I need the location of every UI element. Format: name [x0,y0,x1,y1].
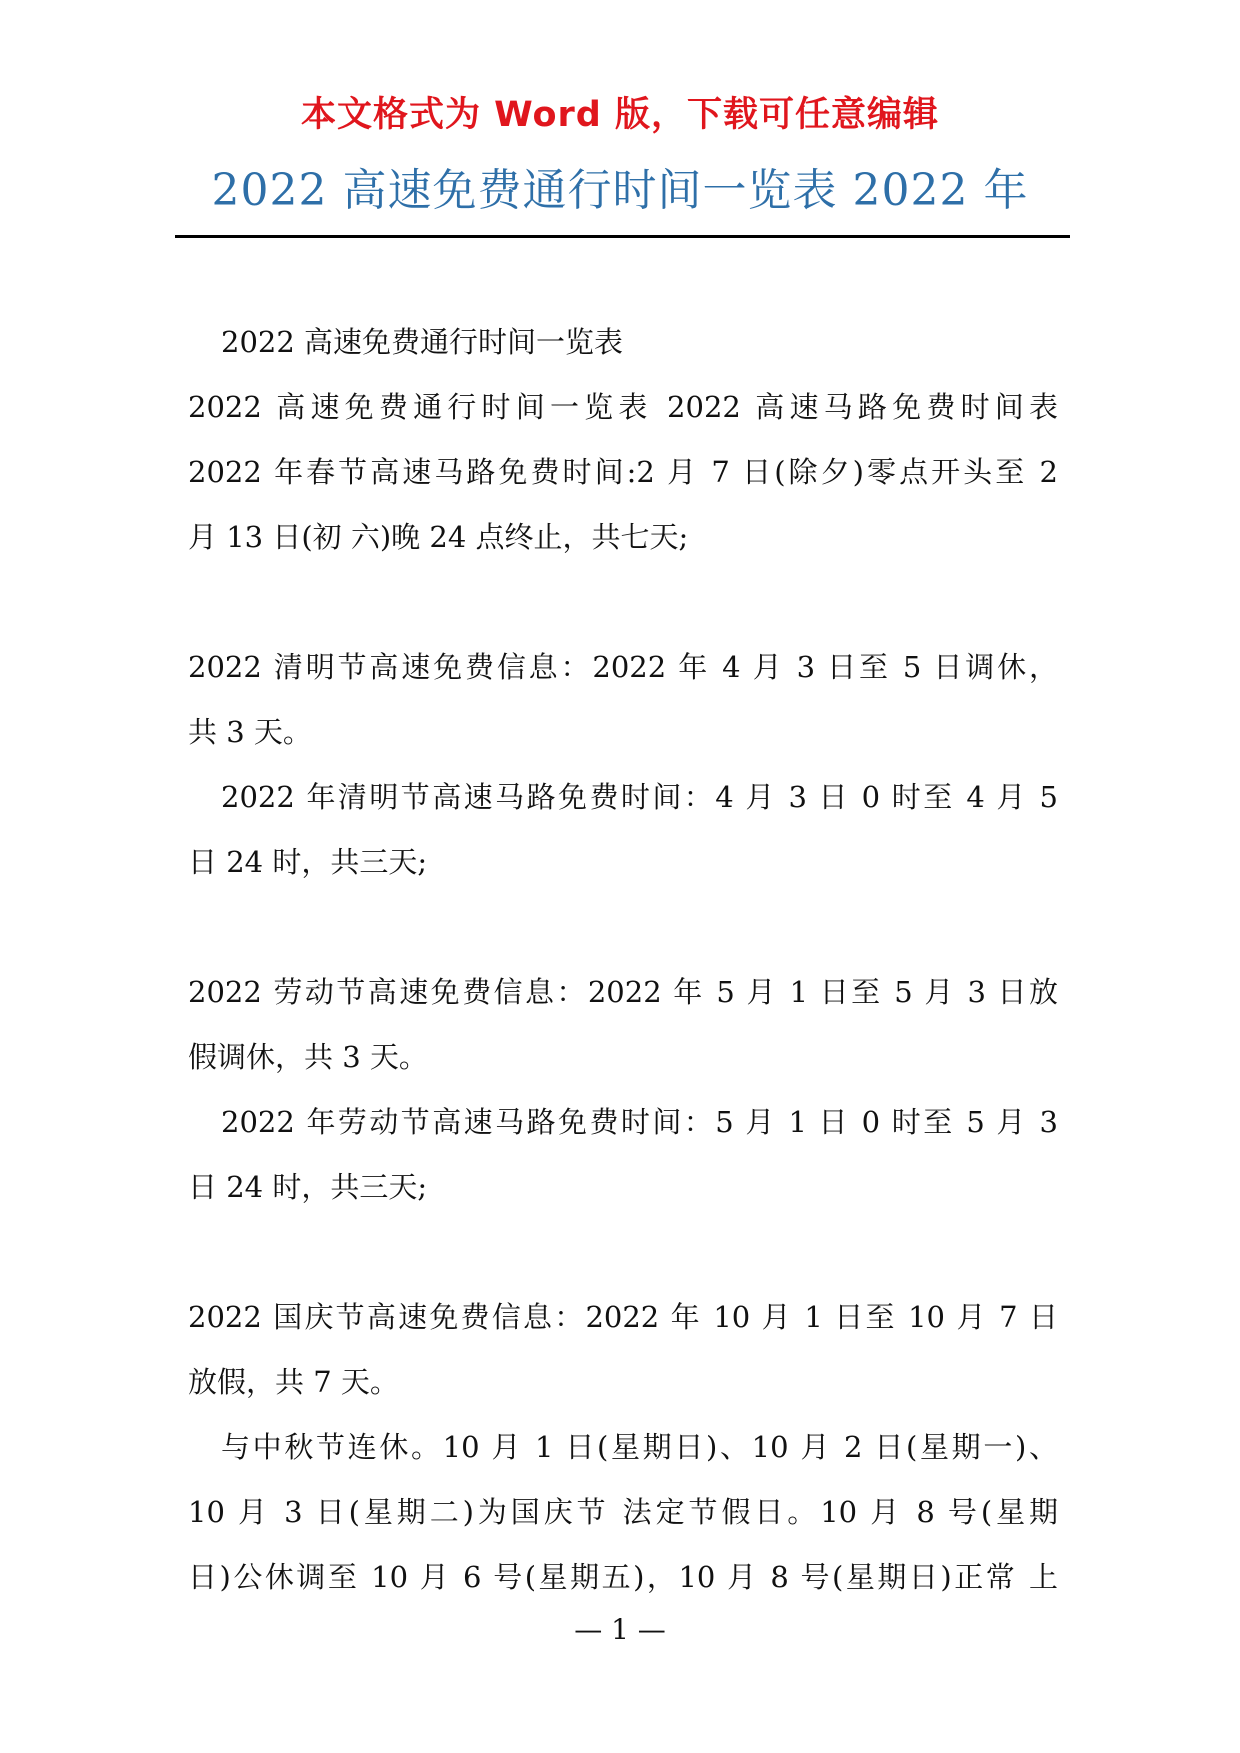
paragraph-gap [188,895,1058,960]
paragraph-line: 2022 高速免费通行时间一览表 [221,325,624,359]
paragraph-gap [188,1220,1058,1285]
format-notice: 本文格式为 Word 版，下载可任意编辑 [300,95,940,135]
paragraph-line: 2022 高速免费通行时间一览表 2022 高速马路免费时间表 [188,390,1058,424]
paragraph-line: 2022 年春节高速马路免费时间:2 月 7 日(除夕)零点开头至 2 [188,455,1058,489]
paragraph-gap [188,570,1058,635]
paragraph-line: 2022 年劳动节高速马路免费时间：5 月 1 日 0 时至 5 月 3 [221,1105,1058,1139]
paragraph-line: 放假，共 7 天。 [188,1365,399,1399]
paragraph-line: 假调休，共 3 天。 [188,1040,428,1074]
paragraph-line: 日 24 时，共三天; [188,845,428,879]
page-number: — 1 — [574,1613,666,1646]
paragraph-line: 日 24 时，共三天; [188,1170,428,1204]
paragraph-line: 日)公休调至 10 月 6 号(星期五)，10 月 8 号(星期日)正常 上 [188,1560,1058,1594]
paragraph-line: 2022 劳动节高速免费信息：2022 年 5 月 1 日至 5 月 3 日放 [188,975,1058,1009]
paragraph-line: 10 月 3 日(星期二)为国庆节 法定节假日。10 月 8 号(星期 [188,1495,1058,1529]
title-underline [175,235,1070,238]
document-body [188,310,1058,1610]
paragraph-line: 2022 清明节高速免费信息：2022 年 4 月 3 日至 5 日调休， [188,650,1058,684]
paragraph-line: 2022 国庆节高速免费信息：2022 年 10 月 1 日至 10 月 7 日 [188,1300,1058,1334]
paragraph-line: 2022 年清明节高速马路免费时间：4 月 3 日 0 时至 4 月 5 [221,780,1058,814]
document-title: 2022 高速免费通行时间一览表 2022 年 [211,165,1029,216]
paragraph-line: 月 13 日(初 六)晚 24 点终止，共七天; [188,520,689,554]
paragraph-line: 共 3 天。 [188,715,312,749]
paragraph-line: 与中秋节连休。10 月 1 日(星期日)、10 月 2 日(星期一)、 [221,1430,1058,1464]
